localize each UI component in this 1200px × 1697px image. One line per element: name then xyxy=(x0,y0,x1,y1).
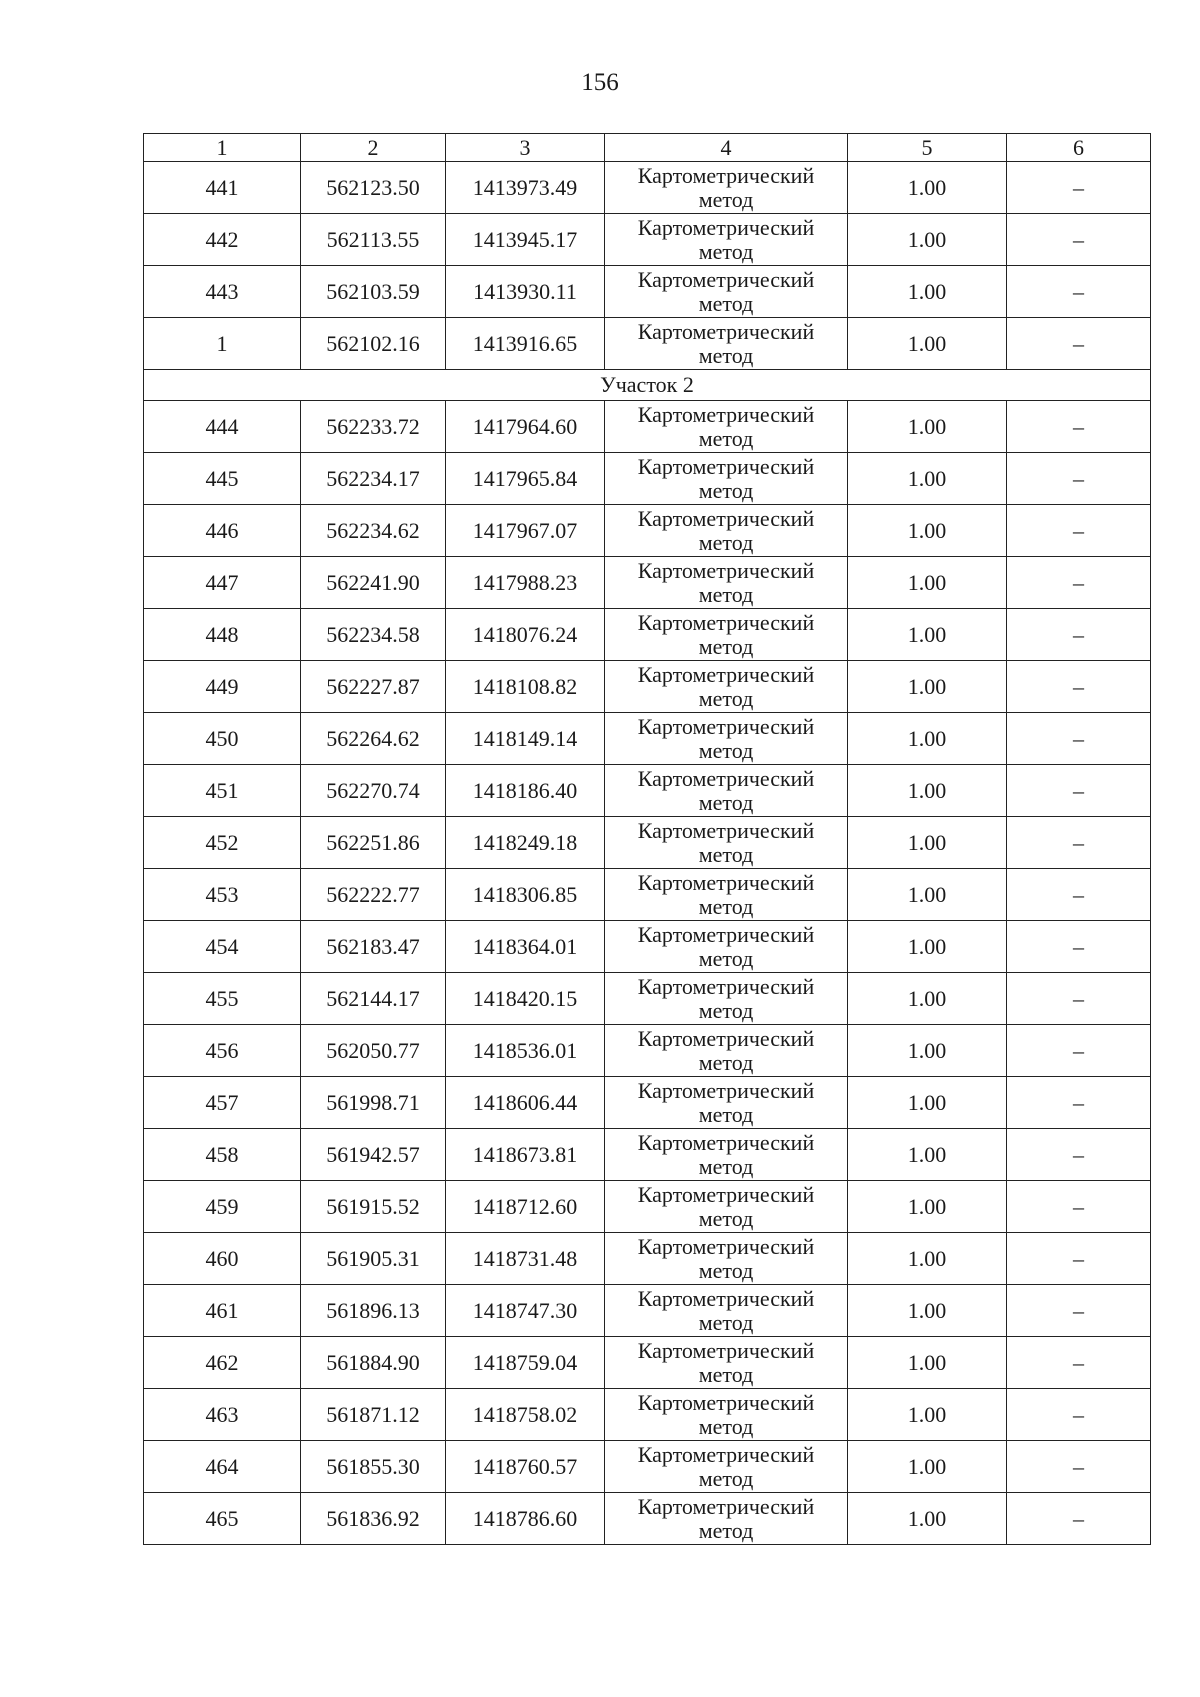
method-line-1: Картометрический xyxy=(637,266,815,292)
x-coordinate-cell: 562222.77 xyxy=(301,869,446,921)
method-line-2: метод xyxy=(698,1257,754,1283)
note-cell: – xyxy=(1007,162,1151,214)
method-line-2: метод xyxy=(698,342,754,368)
accuracy-cell: 1.00 xyxy=(848,557,1007,609)
table-row xyxy=(144,817,1151,869)
note-cell: – xyxy=(1007,661,1151,713)
method-cell xyxy=(605,713,848,765)
method-line-1: Картометрический xyxy=(637,557,815,583)
method-line-1: Картометрический xyxy=(637,214,815,240)
method-line-1: Картометрический xyxy=(637,1493,815,1519)
note-cell: – xyxy=(1007,869,1151,921)
x-coordinate-cell: 561998.71 xyxy=(301,1077,446,1129)
table-row xyxy=(144,1389,1151,1441)
accuracy-cell: 1.00 xyxy=(848,1493,1007,1545)
point-number-cell: 458 xyxy=(144,1129,301,1181)
accuracy-cell: 1.00 xyxy=(848,713,1007,765)
x-coordinate-cell: 562264.62 xyxy=(301,713,446,765)
header-cell: 6 xyxy=(1007,134,1151,162)
method-line-2: метод xyxy=(698,425,754,451)
note-cell: – xyxy=(1007,1233,1151,1285)
method-cell xyxy=(605,1025,848,1077)
accuracy-cell: 1.00 xyxy=(848,1233,1007,1285)
table-row xyxy=(144,1181,1151,1233)
note-cell: – xyxy=(1007,1337,1151,1389)
y-coordinate-cell: 1418364.01 xyxy=(446,921,605,973)
x-coordinate-cell: 561884.90 xyxy=(301,1337,446,1389)
method-line-2: метод xyxy=(698,1309,754,1335)
method-line-1: Картометрический xyxy=(637,1025,815,1051)
header-cell: 5 xyxy=(848,134,1007,162)
accuracy-cell: 1.00 xyxy=(848,401,1007,453)
table-row xyxy=(144,266,1151,318)
table-row xyxy=(144,713,1151,765)
method-line-1: Картометрический xyxy=(637,1233,815,1259)
method-cell xyxy=(605,1129,848,1181)
point-number-cell: 445 xyxy=(144,453,301,505)
y-coordinate-cell: 1417988.23 xyxy=(446,557,605,609)
x-coordinate-cell: 561942.57 xyxy=(301,1129,446,1181)
method-cell xyxy=(605,973,848,1025)
method-line-2: метод xyxy=(698,1101,754,1127)
method-line-1: Картометрический xyxy=(637,162,815,188)
x-coordinate-cell: 562102.16 xyxy=(301,318,446,370)
note-cell: – xyxy=(1007,1077,1151,1129)
accuracy-cell: 1.00 xyxy=(848,1389,1007,1441)
point-number-cell: 456 xyxy=(144,1025,301,1077)
x-coordinate-cell: 562234.58 xyxy=(301,609,446,661)
y-coordinate-cell: 1418606.44 xyxy=(446,1077,605,1129)
method-cell xyxy=(605,266,848,318)
y-coordinate-cell: 1417965.84 xyxy=(446,453,605,505)
y-coordinate-cell: 1418149.14 xyxy=(446,713,605,765)
point-number-cell: 447 xyxy=(144,557,301,609)
header-cell: 4 xyxy=(605,134,848,162)
accuracy-cell: 1.00 xyxy=(848,973,1007,1025)
table-row xyxy=(144,1337,1151,1389)
method-cell xyxy=(605,765,848,817)
method-line-2: метод xyxy=(698,789,754,815)
table-row xyxy=(144,609,1151,661)
y-coordinate-cell: 1418712.60 xyxy=(446,1181,605,1233)
method-line-2: метод xyxy=(698,1465,754,1491)
table-row xyxy=(144,453,1151,505)
accuracy-cell: 1.00 xyxy=(848,921,1007,973)
method-line-1: Картометрический xyxy=(637,318,815,344)
point-number-cell: 441 xyxy=(144,162,301,214)
y-coordinate-cell: 1413930.11 xyxy=(446,266,605,318)
x-coordinate-cell: 562183.47 xyxy=(301,921,446,973)
y-coordinate-cell: 1418536.01 xyxy=(446,1025,605,1077)
note-cell: – xyxy=(1007,1389,1151,1441)
method-line-1: Картометрический xyxy=(637,401,815,427)
note-cell: – xyxy=(1007,817,1151,869)
y-coordinate-cell: 1413945.17 xyxy=(446,214,605,266)
header-cell: 1 xyxy=(144,134,301,162)
accuracy-cell: 1.00 xyxy=(848,318,1007,370)
table-row xyxy=(144,973,1151,1025)
accuracy-cell: 1.00 xyxy=(848,1337,1007,1389)
header-cell: 3 xyxy=(446,134,605,162)
note-cell: – xyxy=(1007,401,1151,453)
method-line-1: Картометрический xyxy=(637,817,815,843)
y-coordinate-cell: 1418186.40 xyxy=(446,765,605,817)
point-number-cell: 453 xyxy=(144,869,301,921)
point-number-cell: 455 xyxy=(144,973,301,1025)
method-line-2: метод xyxy=(698,997,754,1023)
accuracy-cell: 1.00 xyxy=(848,1441,1007,1493)
table-row xyxy=(144,1025,1151,1077)
method-cell xyxy=(605,1181,848,1233)
note-cell: – xyxy=(1007,973,1151,1025)
accuracy-cell: 1.00 xyxy=(848,214,1007,266)
x-coordinate-cell: 562144.17 xyxy=(301,973,446,1025)
section-title: Участок 2 xyxy=(144,370,1151,401)
y-coordinate-cell: 1418673.81 xyxy=(446,1129,605,1181)
method-line-2: метод xyxy=(698,1205,754,1231)
method-line-2: метод xyxy=(698,290,754,316)
note-cell: – xyxy=(1007,609,1151,661)
y-coordinate-cell: 1413973.49 xyxy=(446,162,605,214)
x-coordinate-cell: 562123.50 xyxy=(301,162,446,214)
x-coordinate-cell: 562234.62 xyxy=(301,505,446,557)
method-line-2: метод xyxy=(698,1153,754,1179)
page-number: 156 xyxy=(581,69,619,96)
point-number-cell: 464 xyxy=(144,1441,301,1493)
y-coordinate-cell: 1418758.02 xyxy=(446,1389,605,1441)
method-line-2: метод xyxy=(698,1413,754,1439)
note-cell: – xyxy=(1007,557,1151,609)
method-line-1: Картометрический xyxy=(637,453,815,479)
method-line-2: метод xyxy=(698,238,754,264)
note-cell: – xyxy=(1007,921,1151,973)
method-line-1: Картометрический xyxy=(637,1077,815,1103)
method-cell xyxy=(605,609,848,661)
point-number-cell: 460 xyxy=(144,1233,301,1285)
accuracy-cell: 1.00 xyxy=(848,505,1007,557)
method-cell xyxy=(605,869,848,921)
point-number-cell: 463 xyxy=(144,1389,301,1441)
x-coordinate-cell: 562050.77 xyxy=(301,1025,446,1077)
method-line-1: Картометрический xyxy=(637,661,815,687)
method-line-2: метод xyxy=(698,581,754,607)
point-number-cell: 451 xyxy=(144,765,301,817)
table-row xyxy=(144,765,1151,817)
point-number-cell: 448 xyxy=(144,609,301,661)
x-coordinate-cell: 562234.17 xyxy=(301,453,446,505)
method-line-2: метод xyxy=(698,685,754,711)
point-number-cell: 457 xyxy=(144,1077,301,1129)
note-cell: – xyxy=(1007,1285,1151,1337)
table-row xyxy=(144,869,1151,921)
table-row xyxy=(144,1129,1151,1181)
method-line-1: Картометрический xyxy=(637,1285,815,1311)
method-cell xyxy=(605,1493,848,1545)
point-number-cell: 462 xyxy=(144,1337,301,1389)
point-number-cell: 465 xyxy=(144,1493,301,1545)
method-cell xyxy=(605,318,848,370)
method-line-2: метод xyxy=(698,841,754,867)
table-row xyxy=(144,1285,1151,1337)
accuracy-cell: 1.00 xyxy=(848,1129,1007,1181)
method-cell xyxy=(605,1337,848,1389)
point-number-cell: 461 xyxy=(144,1285,301,1337)
x-coordinate-cell: 562241.90 xyxy=(301,557,446,609)
point-number-cell: 454 xyxy=(144,921,301,973)
method-line-2: метод xyxy=(698,1049,754,1075)
table-row xyxy=(144,505,1151,557)
point-number-cell: 452 xyxy=(144,817,301,869)
method-line-2: метод xyxy=(698,893,754,919)
x-coordinate-cell: 561905.31 xyxy=(301,1233,446,1285)
x-coordinate-cell: 562251.86 xyxy=(301,817,446,869)
note-cell: – xyxy=(1007,713,1151,765)
accuracy-cell: 1.00 xyxy=(848,609,1007,661)
x-coordinate-cell: 561855.30 xyxy=(301,1441,446,1493)
note-cell: – xyxy=(1007,1181,1151,1233)
section-row xyxy=(144,370,1151,401)
table-row xyxy=(144,921,1151,973)
method-line-1: Картометрический xyxy=(637,505,815,531)
method-line-1: Картометрический xyxy=(637,609,815,635)
accuracy-cell: 1.00 xyxy=(848,1285,1007,1337)
x-coordinate-cell: 562113.55 xyxy=(301,214,446,266)
method-cell xyxy=(605,661,848,713)
method-line-2: метод xyxy=(698,186,754,212)
method-line-1: Картометрический xyxy=(637,973,815,999)
method-line-1: Картометрический xyxy=(637,1129,815,1155)
accuracy-cell: 1.00 xyxy=(848,817,1007,869)
note-cell: – xyxy=(1007,1493,1151,1545)
y-coordinate-cell: 1418759.04 xyxy=(446,1337,605,1389)
method-cell xyxy=(605,214,848,266)
x-coordinate-cell: 561915.52 xyxy=(301,1181,446,1233)
method-cell xyxy=(605,1441,848,1493)
method-line-1: Картометрический xyxy=(637,1181,815,1207)
method-cell xyxy=(605,162,848,214)
method-cell xyxy=(605,401,848,453)
method-line-1: Картометрический xyxy=(637,765,815,791)
y-coordinate-cell: 1418108.82 xyxy=(446,661,605,713)
point-number-cell: 446 xyxy=(144,505,301,557)
y-coordinate-cell: 1418249.18 xyxy=(446,817,605,869)
point-number-cell: 444 xyxy=(144,401,301,453)
table-row xyxy=(144,1077,1151,1129)
method-cell xyxy=(605,557,848,609)
y-coordinate-cell: 1418731.48 xyxy=(446,1233,605,1285)
point-number-cell: 443 xyxy=(144,266,301,318)
y-coordinate-cell: 1413916.65 xyxy=(446,318,605,370)
table-row xyxy=(144,401,1151,453)
method-cell xyxy=(605,1077,848,1129)
method-cell xyxy=(605,1233,848,1285)
header-cell: 2 xyxy=(301,134,446,162)
x-coordinate-cell: 562103.59 xyxy=(301,266,446,318)
method-line-2: метод xyxy=(698,737,754,763)
coordinates-table xyxy=(143,133,1151,1545)
y-coordinate-cell: 1418747.30 xyxy=(446,1285,605,1337)
table-body xyxy=(144,134,1151,1545)
method-line-2: метод xyxy=(698,1517,754,1543)
x-coordinate-cell: 561896.13 xyxy=(301,1285,446,1337)
method-cell xyxy=(605,505,848,557)
note-cell: – xyxy=(1007,214,1151,266)
note-cell: – xyxy=(1007,266,1151,318)
note-cell: – xyxy=(1007,765,1151,817)
note-cell: – xyxy=(1007,453,1151,505)
method-line-1: Картометрический xyxy=(637,713,815,739)
table-row xyxy=(144,214,1151,266)
method-line-2: метод xyxy=(698,945,754,971)
y-coordinate-cell: 1417964.60 xyxy=(446,401,605,453)
accuracy-cell: 1.00 xyxy=(848,1077,1007,1129)
table-row xyxy=(144,557,1151,609)
accuracy-cell: 1.00 xyxy=(848,869,1007,921)
method-line-2: метод xyxy=(698,633,754,659)
table-row xyxy=(144,1233,1151,1285)
note-cell: – xyxy=(1007,1129,1151,1181)
accuracy-cell: 1.00 xyxy=(848,162,1007,214)
method-line-1: Картометрический xyxy=(637,1441,815,1467)
method-line-1: Картометрический xyxy=(637,1389,815,1415)
x-coordinate-cell: 562270.74 xyxy=(301,765,446,817)
table-row xyxy=(144,661,1151,713)
method-line-1: Картометрический xyxy=(637,1337,815,1363)
method-cell xyxy=(605,921,848,973)
method-line-2: метод xyxy=(698,477,754,503)
note-cell: – xyxy=(1007,1441,1151,1493)
note-cell: – xyxy=(1007,505,1151,557)
accuracy-cell: 1.00 xyxy=(848,266,1007,318)
point-number-cell: 449 xyxy=(144,661,301,713)
method-line-1: Картометрический xyxy=(637,869,815,895)
accuracy-cell: 1.00 xyxy=(848,765,1007,817)
x-coordinate-cell: 562227.87 xyxy=(301,661,446,713)
accuracy-cell: 1.00 xyxy=(848,661,1007,713)
y-coordinate-cell: 1417967.07 xyxy=(446,505,605,557)
x-coordinate-cell: 561836.92 xyxy=(301,1493,446,1545)
method-line-1: Картометрический xyxy=(637,921,815,947)
method-line-2: метод xyxy=(698,1361,754,1387)
point-number-cell: 1 xyxy=(144,318,301,370)
y-coordinate-cell: 1418420.15 xyxy=(446,973,605,1025)
method-cell xyxy=(605,817,848,869)
note-cell: – xyxy=(1007,1025,1151,1077)
point-number-cell: 442 xyxy=(144,214,301,266)
point-number-cell: 450 xyxy=(144,713,301,765)
x-coordinate-cell: 562233.72 xyxy=(301,401,446,453)
y-coordinate-cell: 1418786.60 xyxy=(446,1493,605,1545)
accuracy-cell: 1.00 xyxy=(848,1181,1007,1233)
x-coordinate-cell: 561871.12 xyxy=(301,1389,446,1441)
table-row xyxy=(144,162,1151,214)
method-cell xyxy=(605,453,848,505)
accuracy-cell: 1.00 xyxy=(848,1025,1007,1077)
table-row xyxy=(144,1493,1151,1545)
method-line-2: метод xyxy=(698,529,754,555)
method-cell xyxy=(605,1389,848,1441)
y-coordinate-cell: 1418076.24 xyxy=(446,609,605,661)
header-row xyxy=(144,134,1151,162)
method-cell xyxy=(605,1285,848,1337)
table-row xyxy=(144,1441,1151,1493)
note-cell: – xyxy=(1007,318,1151,370)
accuracy-cell: 1.00 xyxy=(848,453,1007,505)
point-number-cell: 459 xyxy=(144,1181,301,1233)
table-row xyxy=(144,318,1151,370)
y-coordinate-cell: 1418306.85 xyxy=(446,869,605,921)
y-coordinate-cell: 1418760.57 xyxy=(446,1441,605,1493)
